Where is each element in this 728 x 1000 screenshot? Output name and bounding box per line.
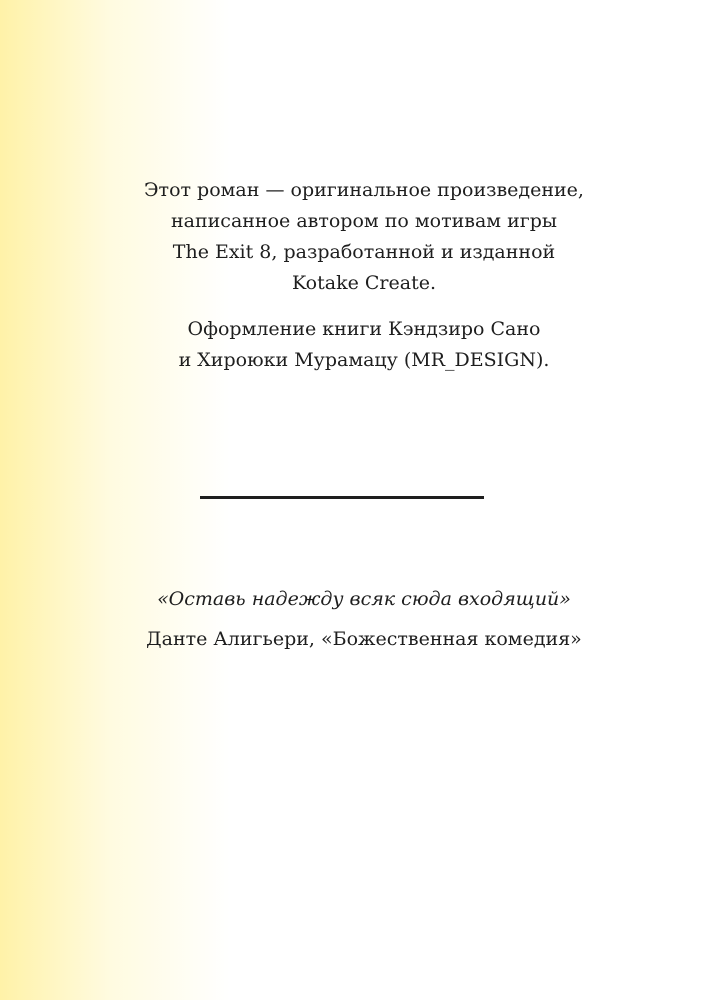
epigraph-quote: «Оставь надежду всяк сюда входящий» — [157, 588, 571, 610]
section-divider — [200, 496, 484, 499]
epigraph — [0, 584, 728, 655]
copyright-notice — [0, 175, 728, 299]
copyright-line: The Exit 8, разработанной и изданной — [172, 241, 556, 263]
copyright-line: написанное автором по мотивам игры — [170, 210, 557, 232]
design-credit — [0, 314, 728, 376]
design-credit-line: и Хироюки Мурамацу (MR_DESIGN). — [178, 349, 550, 371]
copyright-line: Kotake Create. — [292, 272, 436, 294]
copyright-line: Этот роман — оригинальное произведение, — [144, 179, 584, 201]
design-credit-line: Оформление книги Кэндзиро Сано — [187, 318, 541, 340]
epigraph-attribution: Данте Алигьери, «Божественная комедия» — [146, 628, 582, 650]
